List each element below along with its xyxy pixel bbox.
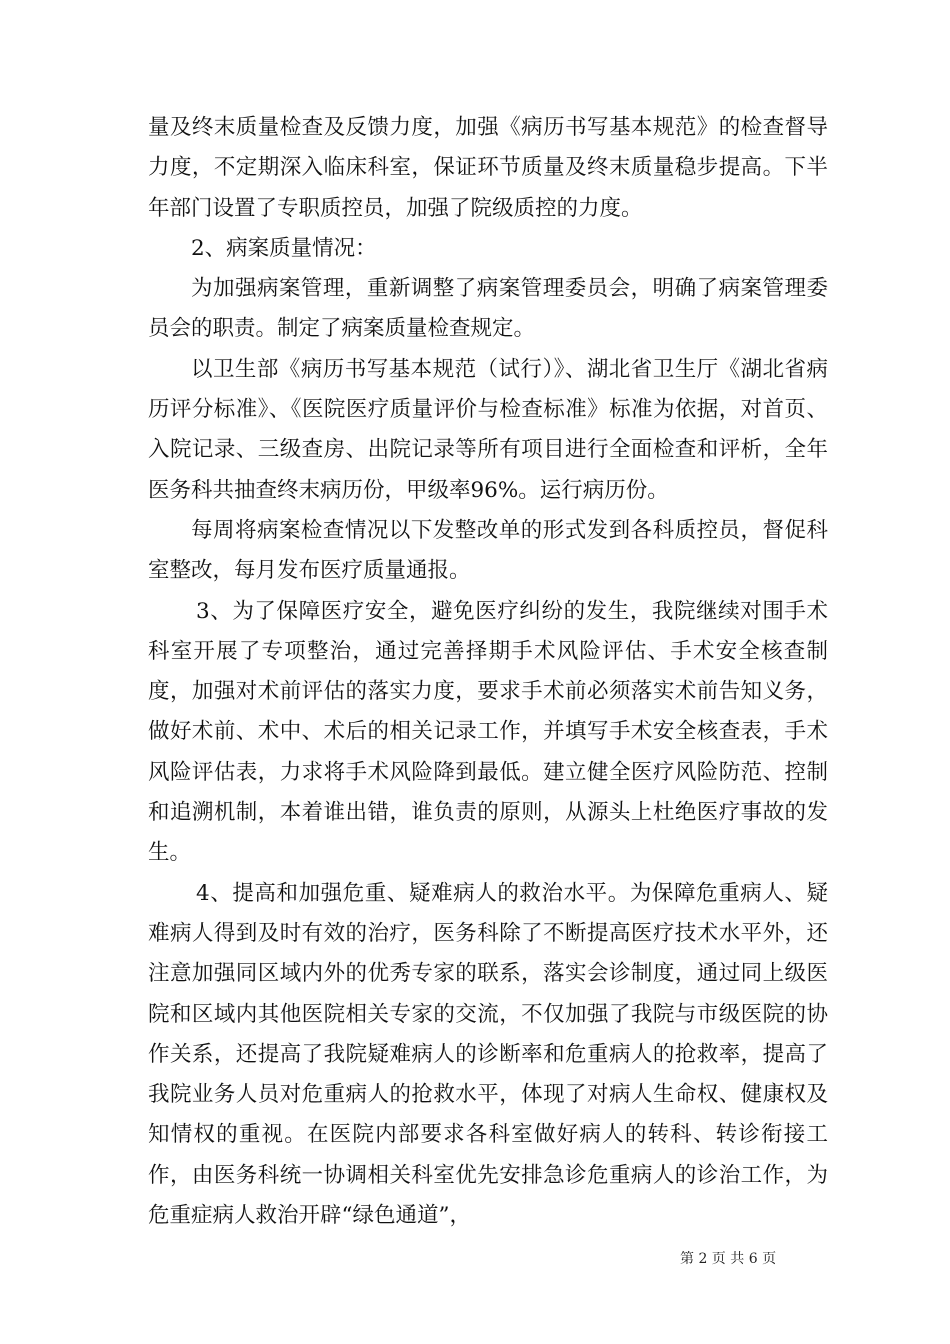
page-number: 第 2 页 共 6 页	[680, 1251, 777, 1267]
paragraph-case-management: 为加强病案管理，重新调整了病案管理委员会，明确了病案管理委员会的职责。制定了病案质量检查规定。	[148, 276, 828, 342]
paragraph-inspection-standards: 以卫生部《病历书写基本规范（试行）》、湖北省卫生厅《湖北省病历评分标准》、《医院医疗质量评价与检查标准》标准为依据，对首页、入院记录、三级查房、出院记录等所有项目进行全面检查和评析，全年医务科共抽查终末病历份，甲级率96%。运行病历份。	[148, 356, 828, 503]
paragraph-quality-inspection: 量及终末质量检查及反馈力度，加强《病历书写基本规范》的检查督导力度，不定期深入临床科室，保证环节质量及终末质量稳步提高。下半年部门设置了专职质控员，加强了院级质控的力度。	[148, 115, 828, 221]
section-heading-case-quality: 2、病案质量情况：	[191, 235, 377, 261]
document-body	[148, 108, 828, 1236]
paragraph-surgical-safety: 3、为了保障医疗安全，避免医疗纠纷的发生，我院继续对围手术科室开展了专项整治，通过完善择期手术风险评估、手术安全核查制度，加强对术前评估的落实力度，要求手术前必须落实术前告知义务，做好术前、术中、术后的相关记录工作，并填写手术安全核查表，手术风险评估表，力求将手术风险降到最低。建立健全医疗风险防范、控制和追溯机制，本着谁出错，谁负责的原则，从源头上杜绝医疗事故的发生。	[148, 598, 828, 866]
paragraph-critical-patients: 4、提高和加强危重、疑难病人的救治水平。为保障危重病人、疑难病人得到及时有效的治疗，医务科除了不断提高医疗技术水平外，还注意加强同区域内外的优秀专家的联系，落实会诊制度，通过同上级医院和区域内其他医院相关专家的交流，不仅加强了我院与市级医院的协作关系，还提高了我院疑难病人的诊断率和危重病人的抢救率，提高了我院业务人员对危重病人的抢救水平，体现了对病人生命权、健康权及知情权的重视。在医院内部要求各科室做好病人的转科、转诊衔接工作，由医务科统一协调相关科室优先安排急诊危重病人的诊治工作，为危重症病人救治开辟“绿色通道”，	[148, 880, 828, 1229]
paragraph-weekly-rectification: 每周将病案检查情况以下发整改单的形式发到各科质控员，督促科室整改，每月发布医疗质量通报。	[148, 517, 828, 584]
